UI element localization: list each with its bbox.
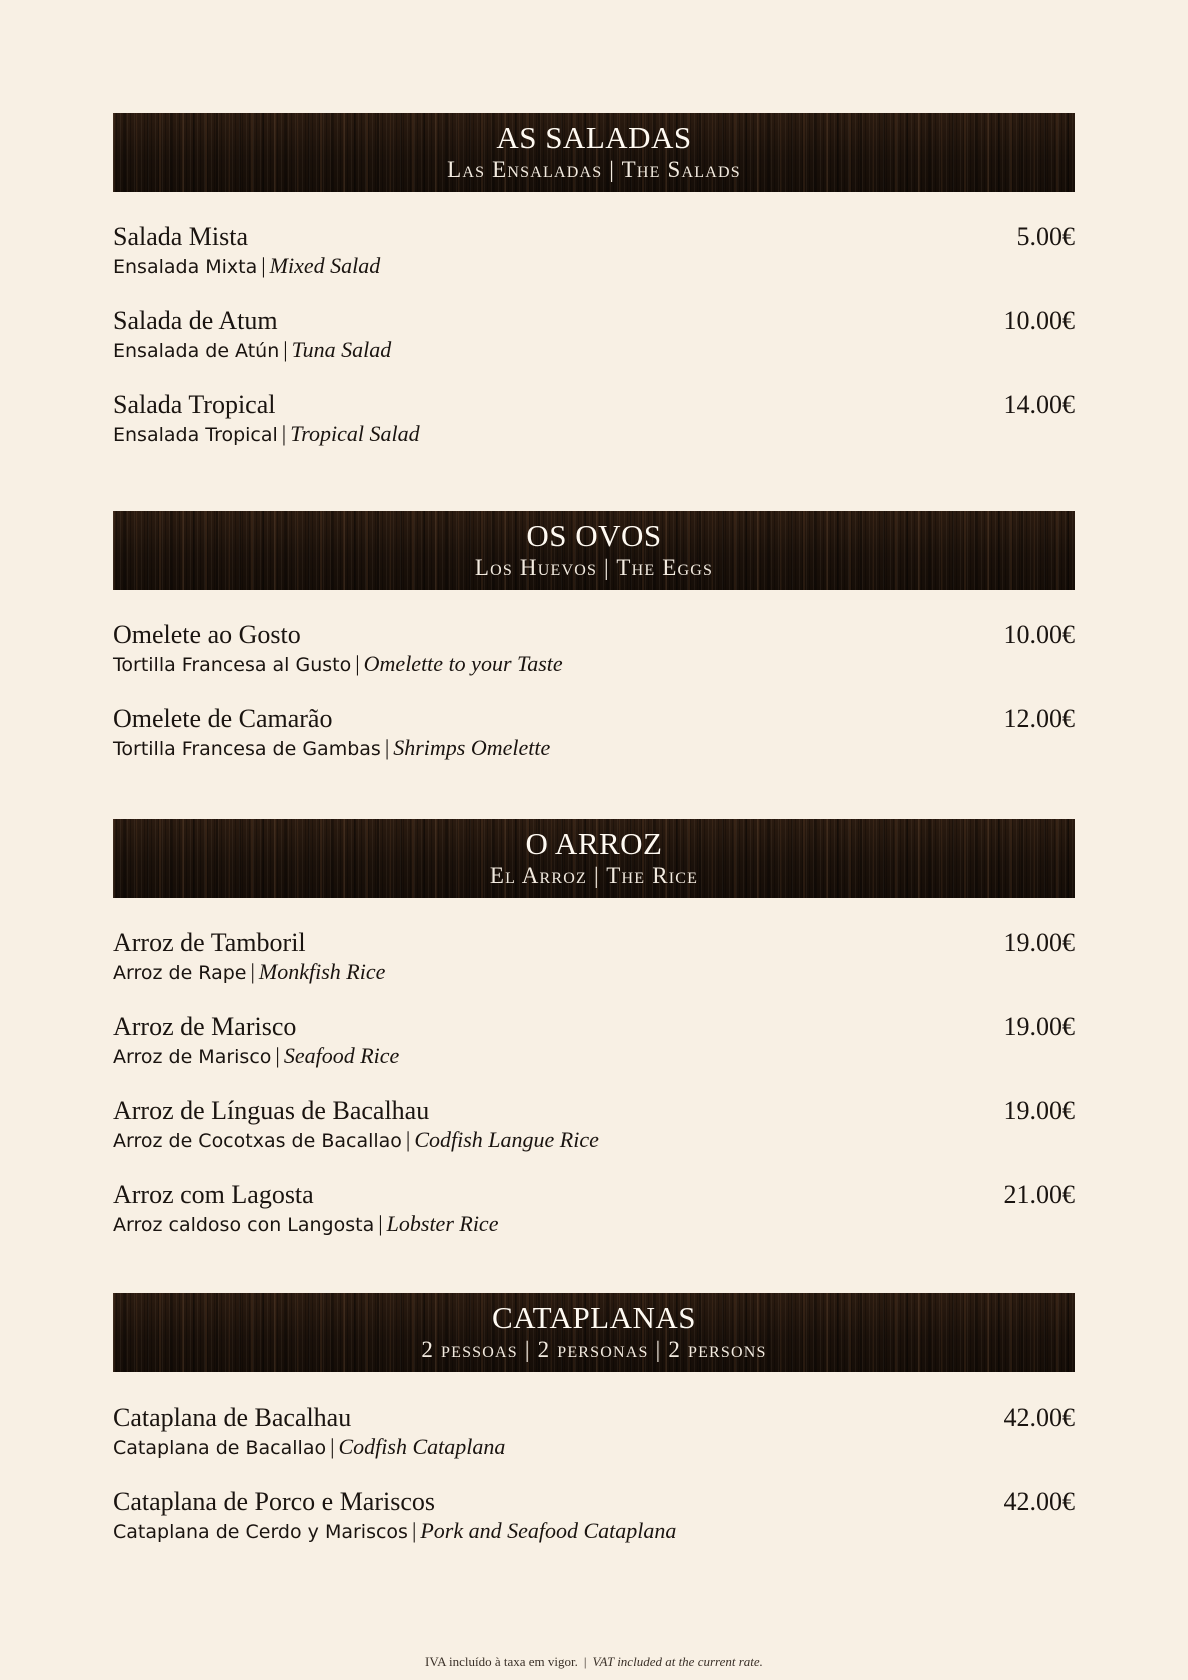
item-translations	[113, 1126, 599, 1155]
item-name-spanish: Ensalada de Atún	[113, 340, 280, 362]
item-name-spanish: Ensalada Mixta	[113, 256, 258, 278]
separator: |	[275, 1043, 280, 1068]
section-title: CATAPLANAS	[491, 1300, 697, 1335]
vat-note-english: VAT included at the current rate.	[592, 1654, 763, 1669]
menu-item-arroz-lagosta	[113, 1180, 1075, 1252]
item-price: 14.00€	[1003, 390, 1075, 419]
item-name-english: Seafood Rice	[283, 1043, 400, 1068]
item-translations	[113, 1433, 505, 1462]
section-header-ovos	[113, 511, 1075, 590]
item-name: Arroz de Tamboril	[113, 928, 306, 957]
item-name: Cataplana de Porco e Mariscos	[113, 1487, 436, 1516]
item-name-spanish: Arroz de Cocotxas de Bacallao	[113, 1130, 402, 1152]
item-name: Salada Tropical	[113, 390, 276, 419]
section-subtitle: Las Ensaladas | The Salads	[447, 157, 741, 182]
item-name-english: Codfish Cataplana	[338, 1434, 506, 1459]
separator: |	[384, 735, 390, 760]
item-name: Arroz com Lagosta	[113, 1180, 314, 1209]
item-price: 19.00€	[1003, 1012, 1075, 1041]
menu-item-salada-atum	[113, 306, 1075, 378]
item-name-spanish: Arroz de Marisco	[113, 1046, 272, 1068]
item-name-spanish: Cataplana de Bacallao	[113, 1437, 327, 1459]
item-name-spanish: Tortilla Francesa de Gambas	[113, 738, 381, 760]
item-price: 19.00€	[1003, 928, 1075, 957]
item-name: Salada Mista	[113, 222, 249, 251]
separator: |	[250, 959, 255, 984]
item-price: 21.00€	[1003, 1180, 1075, 1209]
section-subtitle: 2 pessoas | 2 personas | 2 persons	[421, 1337, 767, 1362]
separator: |	[405, 1127, 411, 1152]
separator: |	[330, 1434, 335, 1459]
item-name: Cataplana de Bacalhau	[113, 1403, 352, 1432]
item-translations	[113, 1517, 676, 1546]
item-name-spanish: Tortilla Francesa al Gusto	[113, 654, 352, 676]
separator: |	[261, 253, 266, 278]
item-translations	[113, 650, 563, 679]
item-name: Arroz de Línguas de Bacalhau	[113, 1096, 430, 1125]
item-name-spanish: Arroz caldoso con Langosta	[113, 1214, 375, 1236]
vat-note-portuguese: IVA incluído à taxa em vigor.	[425, 1654, 578, 1669]
item-name-english: Pork and Seafood Cataplana	[420, 1518, 677, 1543]
item-name-english: Lobster Rice	[386, 1211, 499, 1236]
menu-item-omelete-gosto	[113, 620, 1075, 692]
item-name: Salada de Atum	[113, 306, 278, 335]
menu-item-omelete-camarao	[113, 704, 1075, 776]
section-header-cataplanas	[113, 1293, 1075, 1372]
item-translations	[113, 734, 550, 763]
item-name-spanish: Arroz de Rape	[113, 962, 247, 984]
menu-item-cataplana-bacalhau	[113, 1403, 1075, 1475]
separator: |	[355, 651, 360, 676]
menu-item-salada-tropical	[113, 390, 1075, 462]
item-price: 10.00€	[1003, 620, 1075, 649]
vat-footer-note	[0, 1654, 1188, 1670]
item-price: 12.00€	[1003, 704, 1075, 733]
section-header-saladas	[113, 113, 1075, 192]
section-title: AS SALADAS	[496, 120, 692, 155]
item-translations	[113, 1210, 498, 1239]
section-subtitle: Los Huevos | The Eggs	[474, 555, 714, 580]
item-price: 42.00€	[1003, 1403, 1075, 1432]
menu-item-arroz-tamboril	[113, 928, 1075, 1000]
item-name: Omelete ao Gosto	[113, 620, 301, 649]
item-price: 10.00€	[1003, 306, 1075, 335]
separator: |	[283, 337, 288, 362]
menu-item-arroz-marisco	[113, 1012, 1075, 1084]
section-header-arroz	[113, 819, 1075, 898]
separator: |	[583, 1654, 587, 1669]
item-name: Omelete de Camarão	[113, 704, 333, 733]
item-name-english: Codfish Langue Rice	[414, 1127, 599, 1152]
item-price: 5.00€	[1016, 222, 1075, 251]
item-name-english: Tuna Salad	[291, 337, 392, 362]
menu-item-arroz-linguas-bacalhau	[113, 1096, 1075, 1168]
separator: |	[411, 1518, 417, 1543]
item-translations	[113, 336, 391, 365]
item-price: 42.00€	[1003, 1487, 1075, 1516]
item-name-english: Monkfish Rice	[258, 959, 386, 984]
section-subtitle: El Arroz | The Rice	[489, 863, 699, 888]
item-translations	[113, 1042, 399, 1071]
section-title: O ARROZ	[525, 826, 663, 861]
item-name-spanish: Cataplana de Cerdo y Mariscos	[113, 1521, 408, 1543]
section-title: OS OVOS	[526, 518, 662, 553]
item-name-spanish: Ensalada Tropical	[113, 424, 278, 446]
item-translations	[113, 420, 420, 449]
separator: |	[281, 421, 287, 446]
item-translations	[113, 958, 385, 987]
item-name-english: Mixed Salad	[269, 253, 381, 278]
item-name: Arroz de Marisco	[113, 1012, 297, 1041]
menu-item-cataplana-porco-mariscos	[113, 1487, 1075, 1559]
menu-item-salada-mista	[113, 222, 1075, 294]
item-name-english: Omelette to your Taste	[363, 651, 563, 676]
item-price: 19.00€	[1003, 1096, 1075, 1125]
item-name-english: Tropical Salad	[290, 421, 420, 446]
separator: |	[378, 1211, 383, 1236]
item-translations	[113, 252, 380, 281]
item-name-english: Shrimps Omelette	[393, 735, 551, 760]
